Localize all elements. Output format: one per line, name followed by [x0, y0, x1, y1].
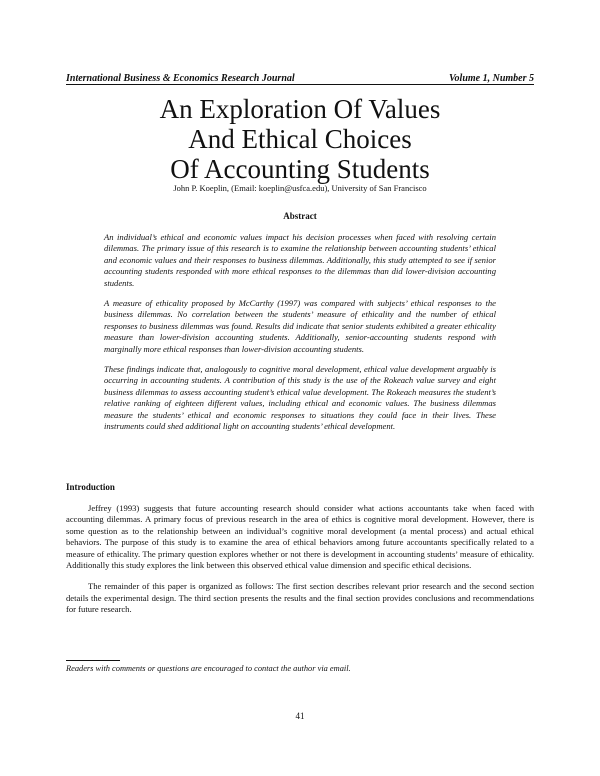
volume-number: Volume 1, Number 5	[448, 73, 534, 84]
introduction-body	[66, 503, 534, 626]
title-line: An Exploration Of Values	[159, 94, 441, 124]
body-paragraph: Jeffrey (1993) suggests that future accounting research should consider what actions accountants take when faced with accounting dilemmas. A primary focus of previous research in the area of ethics is cognitive moral development. However, there is some question as to the relationship between an individual’s cognitive moral development (a mental process) and actual ethical behaviors. The purpose of this study is to examine the area of ethical behaviors among future accountants specifically related to a measure of ethicality. The primary question explores whether or not there is development in accounting students’ measure of ethicality. Additionally this study explores the link between this observed ethical value dimension and specific ethical decisions.	[66, 503, 534, 571]
header-rule	[66, 84, 534, 85]
footnote-rule	[66, 660, 120, 661]
page-number: 41	[295, 711, 305, 721]
journal-name: International Business & Economics Research Journal	[66, 73, 295, 84]
abstract-paragraph: An individual’s ethical and economic values impact his decision processes when faced with resolving certain dilemmas. The primary issue of this research is to examine the relationship between accounting students’ ethical and economic values and their responses to business dilemmas. Additionally, this study attempted to see if senior accounting students responded with more ethical responses to the dilemmas than did lower-division accounting students.	[104, 232, 496, 288]
abstract-paragraph: A measure of ethicality proposed by McCarthy (1997) was compared with subjects’ ethical responses to the business dilemmas. No correlation between the students’ measure of ethicality and the number of ethical responses to business dilemmas was found. Results did indicate that senior students exhibited a greater ethicality measure than lower-division accounting students. Additionally, senior-accounting students respond with marginally more ethical responses than lower-division accounting students.	[104, 298, 496, 354]
footnote: Readers with comments or questions are encouraged to contact the author via email.	[66, 664, 351, 673]
title-line: Of Accounting Students	[170, 154, 430, 184]
abstract-paragraph: These findings indicate that, analogously to cognitive moral development, ethical value development arguably is occurring in accounting students. A contribution of this study is the use of the Rokeach value survey and eight business dilemmas to assess accounting student’s ethical value development. The Rokeach measures the student’s relative ranking of eighteen different values, including ethical and economic values. The business dilemmas measure the students’ ethical and economic responses to situations they could face in their lives. These instruments could shed additional light on accounting students’ ethical development.	[104, 364, 496, 432]
abstract-heading: Abstract	[283, 211, 317, 221]
abstract-body	[104, 232, 496, 442]
body-paragraph: The remainder of this paper is organized as follows: The first section describes relevant prior research and the second section details the experimental design. The third section presents the results and the final section provides conclusions and recommendations for future research.	[66, 581, 534, 615]
running-header	[66, 70, 534, 84]
introduction-heading: Introduction	[66, 482, 115, 492]
paper-title	[0, 94, 600, 184]
title-line: And Ethical Choices	[188, 124, 412, 154]
author-line: John P. Koeplin, (Email: koeplin@usfca.edu), University of San Francisco	[173, 183, 427, 193]
